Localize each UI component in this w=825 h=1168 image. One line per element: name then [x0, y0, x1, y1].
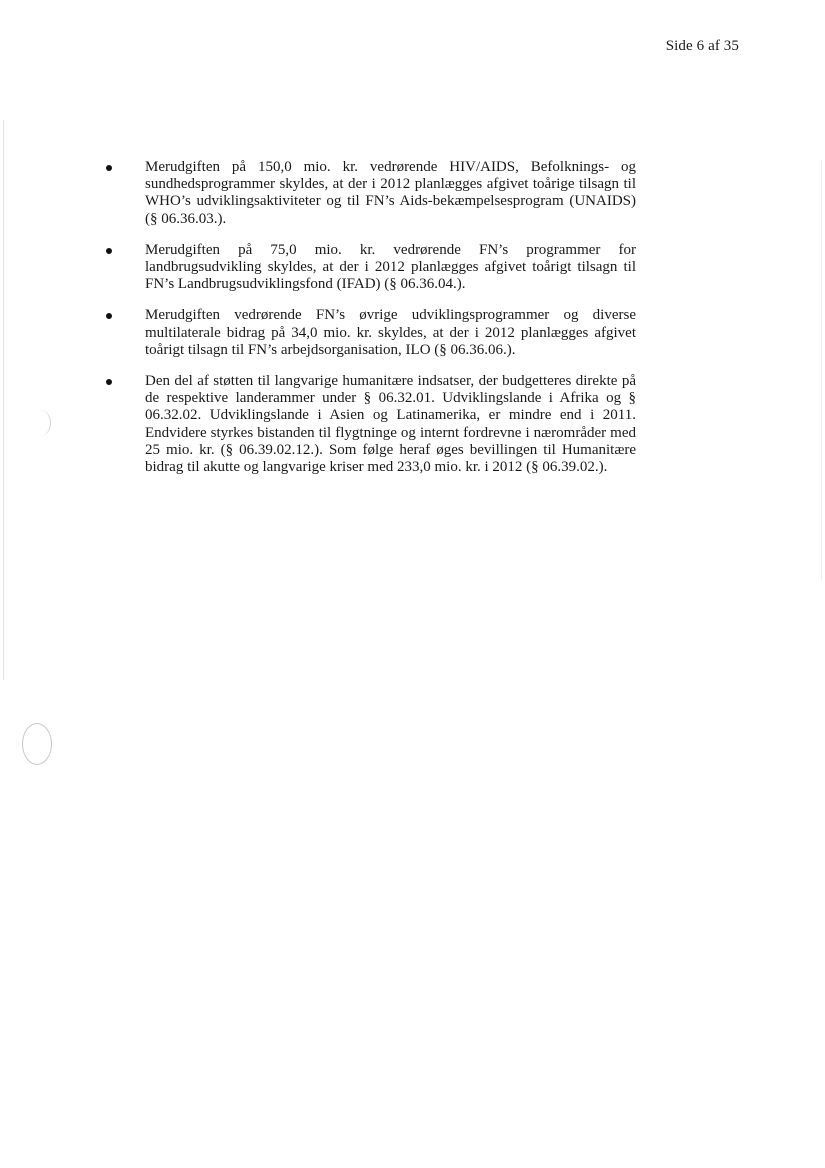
punch-hole-mark-lower: [22, 723, 52, 765]
bullet-item-landbrug: [106, 242, 636, 294]
bullet-item-ilo: [106, 307, 636, 359]
punch-hole-mark-upper: [30, 410, 51, 436]
bullet-text: Den del af støtten til langvarige humanitære indsatser, der budgetteres direkte på de respektive landerammer under § 06.32.01. Udviklingslande i Afrika og § 06.32.02. Udviklingslande i Asien og Latinamerika, er mindre end i 2011. Endvidere styrkes bistanden til flygtninge og internt fordrevne i nærområder med 25 mio. kr. (§ 06.39.02.12.). Som følge heraf øges bevillingen til Humanitære bidrag til akutte og langvarige kriser med 233,0 mio. kr. i 2012 (§ 06.39.02.).: [145, 373, 636, 476]
bullet-list: [106, 159, 636, 490]
bullet-dot-icon: [106, 379, 112, 385]
bullet-dot-icon: [106, 165, 112, 171]
bullet-text: Merudgiften vedrørende FN’s øvrige udviklingsprogrammer og diverse multilaterale bidrag på 34,0 mio. kr. skyldes, at der i 2012 planlægges afgivet toårigt tilsagn til FN’s arbejdsorganisation, ILO (§ 06.36.06.).: [145, 307, 636, 358]
bullet-text: Merudgiften på 75,0 mio. kr. vedrørende FN’s programmer for landbrugsudvikling skyldes, at der i 2012 planlægges afgivet toårigt tilsagn til FN’s Landbrugsudviklingsfond (IFAD) (§ 06.36.04.).: [145, 241, 636, 293]
page-number: Side 6 af 35: [665, 38, 739, 54]
bullet-text: Merudgiften på 150,0 mio. kr. vedrørende HIV/AIDS, Befolknings- og sundhedsprogrammer skyldes, at der i 2012 planlægges afgivet toårige tilsagn til WHO’s udviklingsaktiviteter og til FN’s Aids-bekæmpelsesprogram (UNAIDS) (§ 06.36.03.).: [145, 159, 636, 227]
bullet-item-hiv-aids: [106, 159, 636, 228]
scan-edge-line-right: [821, 160, 822, 580]
bullet-item-humanitarian: [106, 373, 636, 476]
bullet-dot-icon: [106, 248, 112, 254]
bullet-dot-icon: [106, 313, 112, 319]
scan-edge-line: [3, 120, 4, 680]
